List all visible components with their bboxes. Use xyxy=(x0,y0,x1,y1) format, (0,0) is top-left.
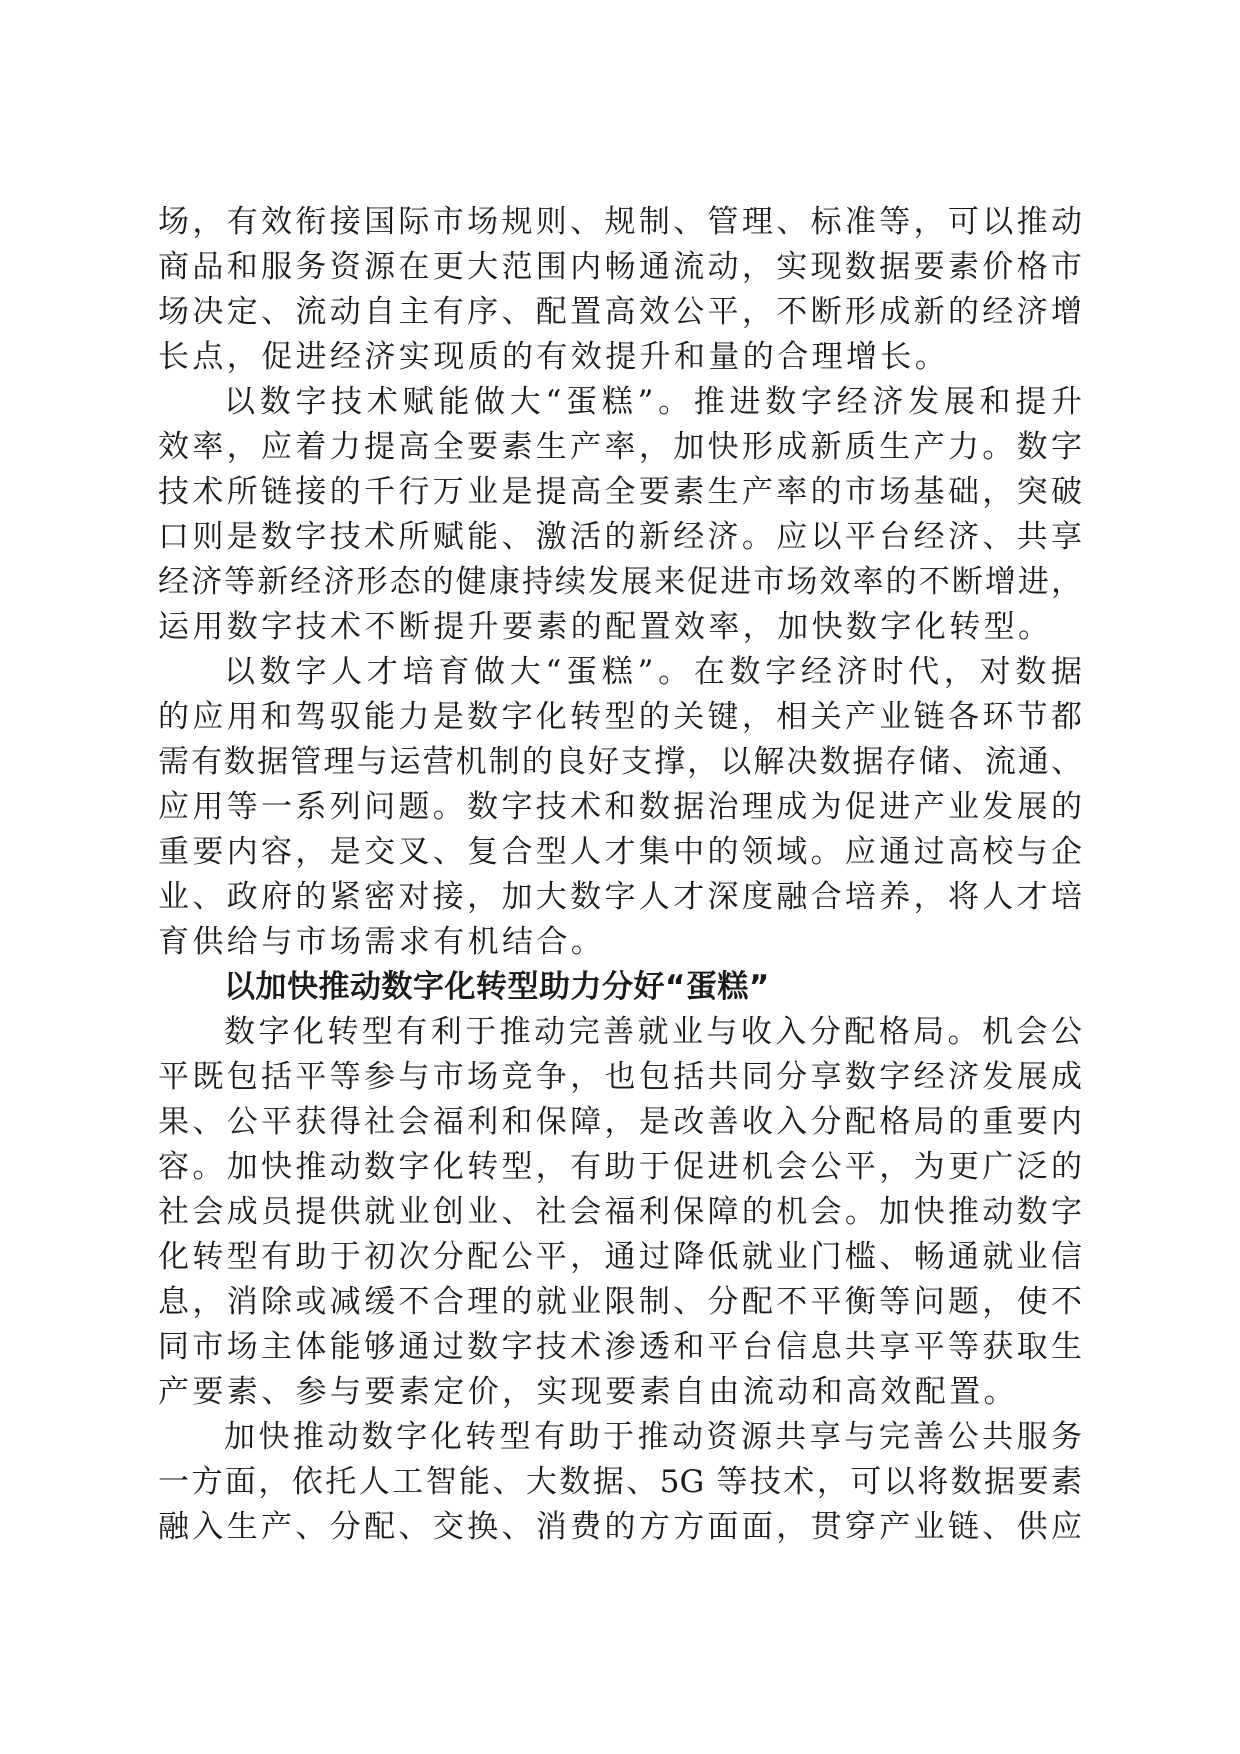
text-line: 社会成员提供就业创业、社会福利保障的机会。加快推动数字 xyxy=(158,1194,1082,1230)
text-line: 数字化转型有利于推动完善就业与收入分配格局。机会公 xyxy=(224,1014,1082,1050)
text-line: 一方面，依托人工智能、大数据、5G 等技术，可以将数据要素 xyxy=(158,1464,1082,1500)
text-line: 加快推动数字化转型有助于推动资源共享与完善公共服务 xyxy=(224,1419,1082,1455)
text-line: 育供给与市场需求有机结合。 xyxy=(158,924,606,960)
paragraph-2 xyxy=(158,380,1082,650)
section-heading-text: 以加快推动数字化转型助力分好“蛋糕” xyxy=(224,969,770,1005)
text-line: 长点，促进经济实现质的有效提升和量的合理增长。 xyxy=(158,339,950,375)
text-line: 业、政府的紧密对接，加大数字人才深度融合培养，将人才培 xyxy=(158,879,1082,915)
text-line: 场，有效衔接国际市场规则、规制、管理、标准等，可以推动 xyxy=(158,204,1082,240)
text-line: 同市场主体能够通过数字技术渗透和平台信息共享平等获取生 xyxy=(158,1329,1082,1365)
text-line: 应用等一系列问题。数字技术和数据治理成为促进产业发展的 xyxy=(158,789,1082,825)
text-line: 以数字人才培育做大“蛋糕”。在数字经济时代，对数据 xyxy=(224,654,1082,690)
text-line: 的应用和驾驭能力是数字化转型的关键，相关产业链各环节都 xyxy=(158,699,1082,735)
text-line: 效率，应着力提高全要素生产率，加快形成新质生产力。数字 xyxy=(158,429,1082,465)
document-page xyxy=(158,200,1082,1550)
text-line: 经济等新经济形态的健康持续发展来促进市场效率的不断增进， xyxy=(158,564,1082,600)
text-line: 口则是数字技术所赋能、激活的新经济。应以平台经济、共享 xyxy=(158,519,1082,555)
section-heading xyxy=(158,965,1082,1010)
text-line: 果、公平获得社会福利和保障，是改善收入分配格局的重要内 xyxy=(158,1104,1082,1140)
text-line: 运用数字技术不断提升要素的配置效率，加快数字化转型。 xyxy=(158,609,1053,645)
text-line: 重要内容，是交叉、复合型人才集中的领域。应通过高校与企 xyxy=(158,834,1082,870)
text-line: 化转型有助于初次分配公平，通过降低就业门槛、畅通就业信 xyxy=(158,1239,1082,1275)
paragraph-3 xyxy=(158,650,1082,965)
paragraph-5 xyxy=(158,1415,1082,1550)
text-line: 以数字技术赋能做大“蛋糕”。推进数字经济发展和提升 xyxy=(224,384,1082,420)
text-line: 需有数据管理与运营机制的良好支撑，以解决数据存储、流通、 xyxy=(158,744,1082,780)
text-line: 容。加快推动数字化转型，有助于促进机会公平，为更广泛的 xyxy=(158,1149,1082,1185)
paragraph-4 xyxy=(158,1010,1082,1415)
text-line: 融入生产、分配、交换、消费的方方面面，贯穿产业链、供应 xyxy=(158,1509,1082,1545)
text-line: 平既包括平等参与市场竞争，也包括共同分享数字经济发展成 xyxy=(158,1059,1082,1095)
paragraph-1 xyxy=(158,200,1082,380)
text-line: 产要素、参与要素定价，实现要素自由流动和高效配置。 xyxy=(158,1374,1018,1410)
text-line: 技术所链接的千行万业是提高全要素生产率的市场基础，突破 xyxy=(158,474,1082,510)
text-line: 场决定、流动自主有序、配置高效公平，不断形成新的经济增 xyxy=(158,294,1082,330)
text-line: 商品和服务资源在更大范围内畅通流动，实现数据要素价格市 xyxy=(158,249,1082,285)
text-line: 息，消除或减缓不合理的就业限制、分配不平衡等问题，使不 xyxy=(158,1284,1082,1320)
